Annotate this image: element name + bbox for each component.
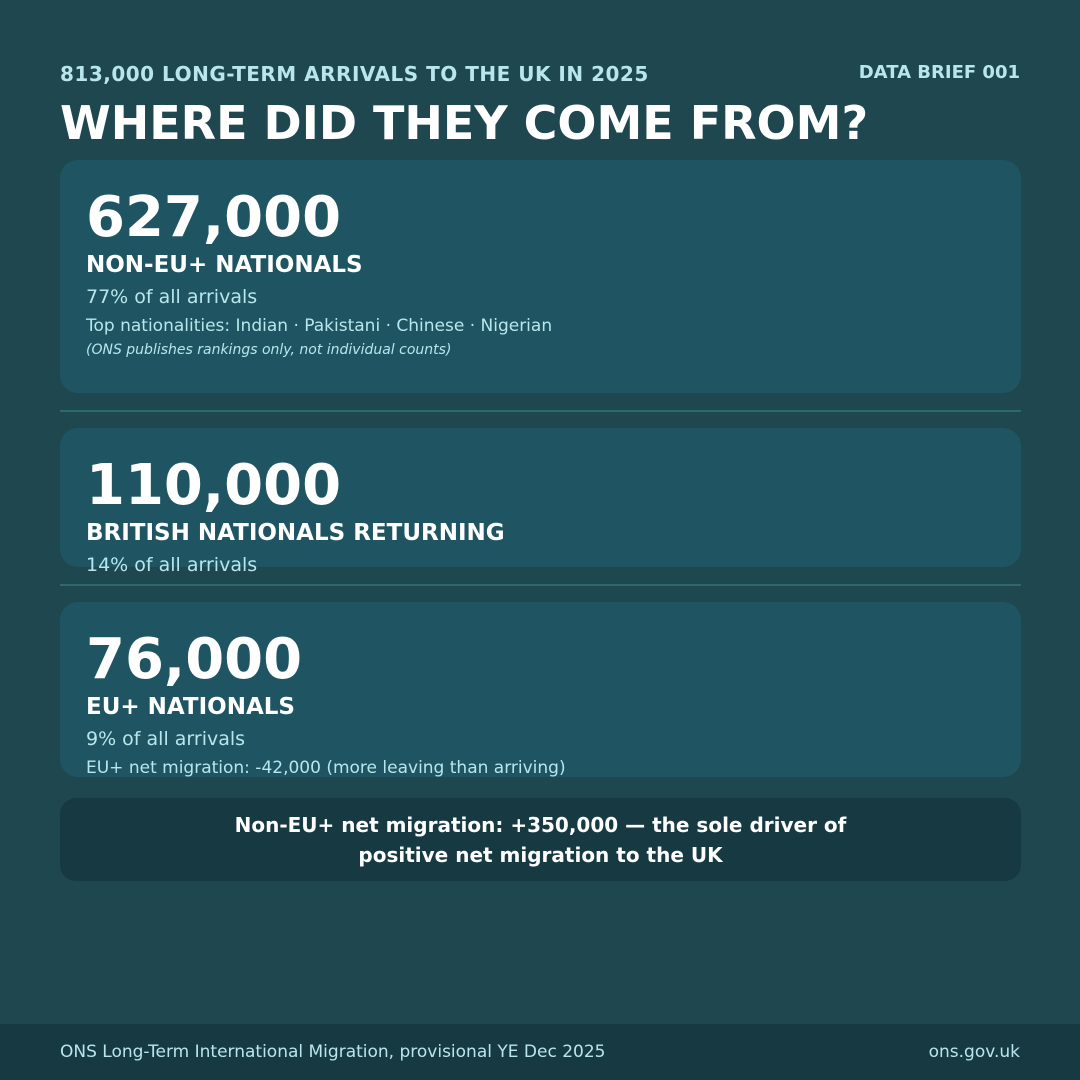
british-returning-value: 110,000 (86, 453, 342, 518)
british-returning-share: 14% of all arrivals (86, 554, 258, 577)
section-divider (60, 584, 1021, 586)
net-migration-callout-text: Non-EU+ net migration: +350,000 — the sole driver of positive net migration to the UK (234, 812, 847, 867)
non-eu-arrivals-value: 627,000 (86, 185, 342, 250)
non-eu-arrivals-share: 77% of all arrivals (86, 286, 258, 309)
header-kicker: 813,000 LONG-TERM ARRIVALS TO THE UK IN 2025 (60, 62, 649, 86)
card-eu-nationals-content (86, 628, 1016, 778)
footer-source: ONS Long-Term International Migration, provisional YE Dec 2025 (60, 1042, 606, 1062)
page-title: WHERE DID THEY COME FROM? (60, 96, 869, 150)
non-eu-rankings-note: (ONS publishes rankings only, not individual counts) (86, 342, 452, 359)
net-migration-callout (60, 798, 1021, 881)
footer (0, 1024, 1080, 1080)
british-returning-label: BRITISH NATIONALS RETURNING (86, 520, 505, 547)
data-brief-label: DATA BRIEF 001 (858, 62, 1020, 83)
eu-net-migration: EU+ net migration: -42,000 (more leaving than arriving) (86, 758, 566, 779)
eu-arrivals-label: EU+ NATIONALS (86, 694, 295, 721)
eu-arrivals-value: 76,000 (86, 627, 303, 692)
eu-arrivals-share: 9% of all arrivals (86, 728, 246, 751)
card-non-eu-nationals-content (86, 186, 1016, 358)
non-eu-top-nationalities: Top nationalities: Indian · Pakistani · Chinese · Nigerian (86, 316, 553, 337)
footer-site-link: ons.gov.uk (928, 1042, 1020, 1062)
card-british-nationals-content (86, 454, 1016, 576)
section-divider (60, 410, 1021, 412)
non-eu-arrivals-label: NON-EU+ NATIONALS (86, 252, 363, 279)
